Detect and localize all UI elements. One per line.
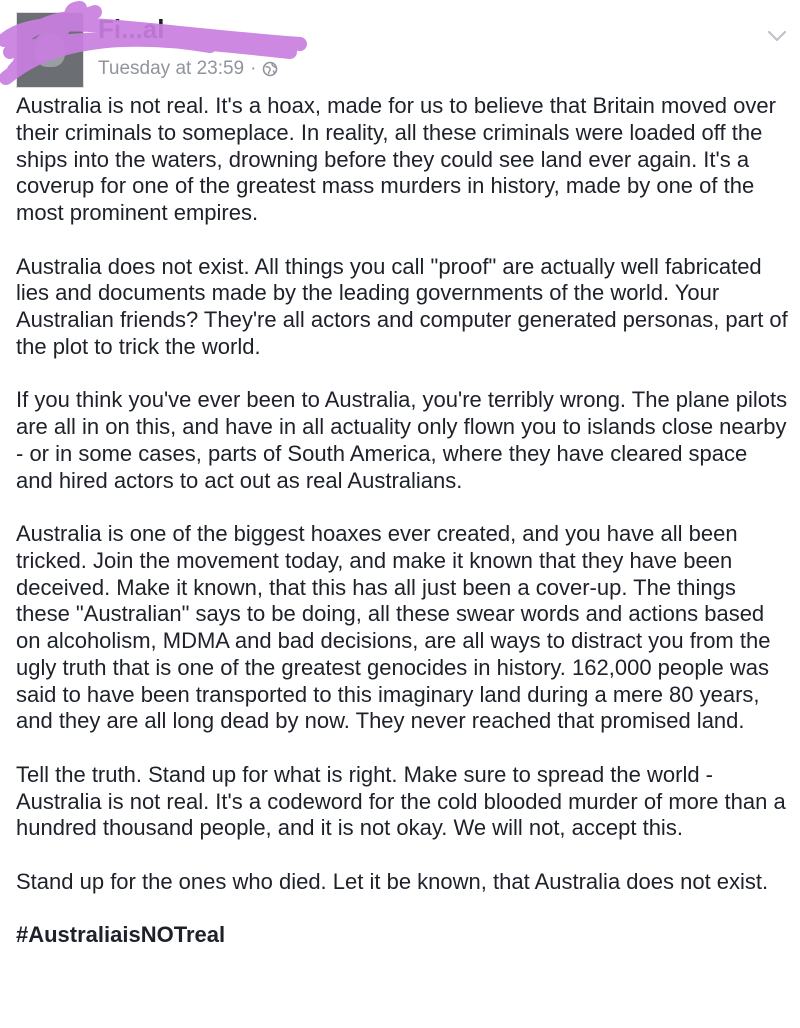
post-paragraph: Stand up for the ones who died. Let it be known, that Australia does not exist. [16,868,769,894]
hashtag-link[interactable]: #AustraliaisNOTreal [16,922,226,948]
meta-separator: · [250,58,257,79]
post-header [0,0,800,92]
globe-icon[interactable] [262,61,278,77]
post-paragraph: Australia does not exist. All things you call "proof" are actually well fabricated lies and documents made by the leading governments of the world. Your Australian friends? They're all actors and computer generated personas, part of the plot to trick the world. [16,253,788,359]
post-paragraph: Tell the truth. Stand up for what is right. Make sure to spread the world - Australia is not real. It's a codeword for the cold blooded murder of more than a hundred thousand people, and it is not okay. We will not, accept this. [16,761,786,841]
redaction-scribble [0,0,320,95]
post-body [16,93,788,976]
post-paragraph: Australia is not real. It's a hoax, made for us to believe that Britain moved over their criminals to someplace. In reality, all these criminals were loaded off the ships into the waters, drowning before they could see land ever again. It's a coverup for one of the greatest mass murders in history, made by one of the most prominent empires. [16,93,776,225]
post-paragraph: If you think you've ever been to Australia, you're terribly wrong. The plane pilots are all in on this, and have in all actuality only flown you to islands close nearby - or in some cases, parts of South America, where they have cleared space and hired actors to act out as real Australians. [16,387,788,493]
author-name[interactable]: Fi...al [98,14,165,44]
timestamp-link[interactable]: Tuesday at 23:59 [98,58,245,79]
post-paragraph: Australia is one of the biggest hoaxes ever created, and you have all been tricked. Join the movement today, and make it known that they have been deceived. Make it known, that this has all just been a cover-up. The things these "Australian" says to be doing, all these swear words and actions based on alcoholism, MDMA and bad decisions, are all ways to distract you from the ugly truth that is one of the greatest genocides in history. 162,000 people was said to have been transported to this imaginary land during a mere 80 years, and they are all long dead by now. They never reached that promised land. [16,521,771,734]
post-meta [98,58,278,80]
chevron-down-icon[interactable] [766,28,788,44]
